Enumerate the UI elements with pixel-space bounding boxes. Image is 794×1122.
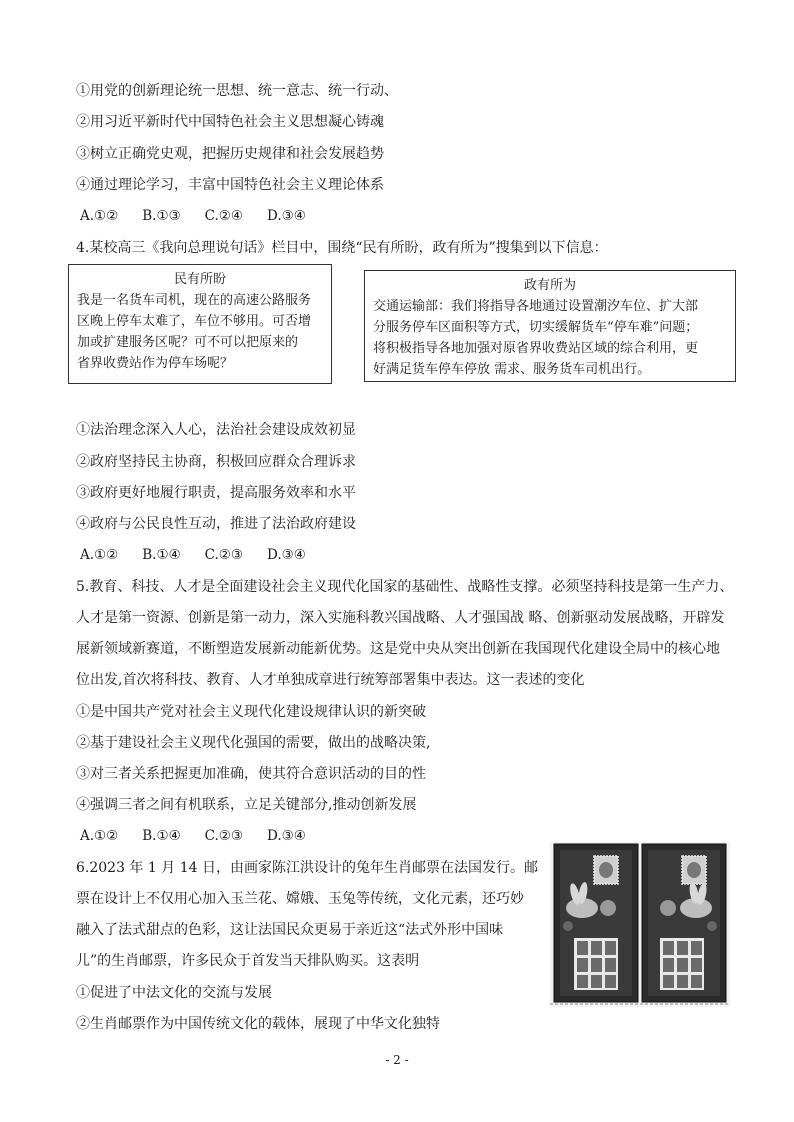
q3-options [80,206,330,226]
q4-item-2: ②政府坚持民主协商，积极回应群众合理诉求 [76,454,356,470]
q5-options [80,826,330,846]
q3-item-2: ②用习近平新时代中国特色社会主义思想凝心铸魂 [76,114,384,130]
q6-stem-line: 票在设计上不仅用心加入玉兰花、嫦娥、玉兔等传统，文化元素，还巧妙 [76,891,524,907]
q5-option-b: B.①④ [142,828,181,844]
q4-box-government-line: 交通运输部：我们将指导各地通过设置潮汐车位、扩大部 [373,299,699,314]
q5-stem-line: 人才是第一资源、创新是第一动力，深入实施科教兴国战略、人才强国战 略、创新驱动发展战略，开辟发 [76,610,725,626]
q6-item-2: ②生肖邮票作为中国传统文化的载体，展现了中华文化独特 [76,1016,440,1032]
rabbit-stamp-sheet-image [550,842,730,1012]
q3-item-1: ①用党的创新理论统一思想、统一意志、统一行动、 [76,83,398,99]
q4-option-d: D.③④ [267,547,306,563]
q3-option-c: C.②④ [204,208,244,224]
q4-option-a: A.①② [80,547,119,563]
q4-box-citizen-line: 区晚上停车太难了，车位不够用。可否增 [77,314,312,329]
q4-stem: 4.某校高三《我向总理说句话》栏目中，围绕“民有所盼，政有所为”搜集到以下信息： [76,240,608,256]
q4-box-government-line: 分服务停车区面积等方式，切实缓解货车“停车难”问题； [373,320,699,335]
q5-stem-line: 位出发,首次将科技、教育、人才单独成章进行统筹部署集中表达。这一表述的变化 [76,672,585,688]
q3-item-3: ③树立正确党史观，把握历史规律和社会发展趋势 [76,146,384,162]
q4-box-government-title: 政有所为 [523,278,576,293]
q6-stem-line: 融入了法式甜点的色彩，这让法国民众更易于亲近这“法式外形中国味 [76,922,504,938]
q4-options [80,545,330,565]
q4-box-citizen-line: 省界收费站作为停车场呢？ [77,356,234,371]
q5-option-d: D.③④ [267,828,306,844]
q4-option-c: C.②③ [204,547,244,563]
q4-item-4: ④政府与公民良性互动，推进了法治政府建设 [76,516,356,532]
q4-option-b: B.①④ [142,547,181,563]
q3-option-b: B.①③ [142,208,181,224]
q4-box-citizen-line: 加或扩建服务区呢？可不可以把原来的 [77,335,299,350]
q4-box-government [364,270,736,382]
q6-stem-line: 6.2023 年 1 月 14 日，由画家陈江洪设计的兔年生肖邮票在法国发行。邮 [76,860,538,876]
q5-option-c: C.②③ [204,828,244,844]
q5-item-2: ②基于建设社会主义现代化强国的需要，做出的战略决策, [76,735,431,751]
q5-option-a: A.①② [80,828,119,844]
q5-item-1: ①是中国共产党对社会主义现代化建设规律认识的新突破 [76,704,426,720]
q3-option-a: A.①② [80,208,119,224]
q6-item-1: ①促进了中法文化的交流与发展 [76,985,272,1001]
q4-box-citizen-line: 我是一名货车司机，现在的高速公路服务 [77,293,312,308]
q4-item-3: ③政府更好地履行职责，提高服务效率和水平 [76,485,356,501]
q5-stem-line: 展新领域新赛道，不断塑造发展新动能新优势。这是党中央从突出创新在我国现代化建设全局中的核心地 [76,641,720,657]
q6-stem-line: 儿”的生肖邮票，许多民众于首发当天排队购买。这表明 [76,953,420,969]
q5-item-4: ④强调三者之间有机联系，立足关键部分,推动创新发展 [76,797,417,813]
q4-box-government-line: 将积极指导各地加强对原省界收费站区域的综合利用，更 [373,341,699,356]
q3-option-d: D.③④ [267,208,306,224]
q5-item-3: ③对三者关系把握更加准确，使其符合意识活动的目的性 [76,766,426,782]
q4-box-citizen [68,264,332,384]
q4-box-government-line: 好满足货车停车停放 需求、服务货车司机出行。 [373,362,651,377]
q3-item-4: ④通过理论学习，丰富中国特色社会主义理论体系 [76,177,384,193]
q4-box-citizen-title: 民有所盼 [173,272,226,287]
q4-item-1: ①法治理念深入人心，法治社会建设成效初显 [76,422,356,438]
page-number: - 2 - [385,1053,409,1067]
q5-stem-line: 5.教育、科技、人才是全面建设社会主义现代化国家的基础性、战略性支撑。必须坚持科技是第一生产力、 [76,579,734,595]
